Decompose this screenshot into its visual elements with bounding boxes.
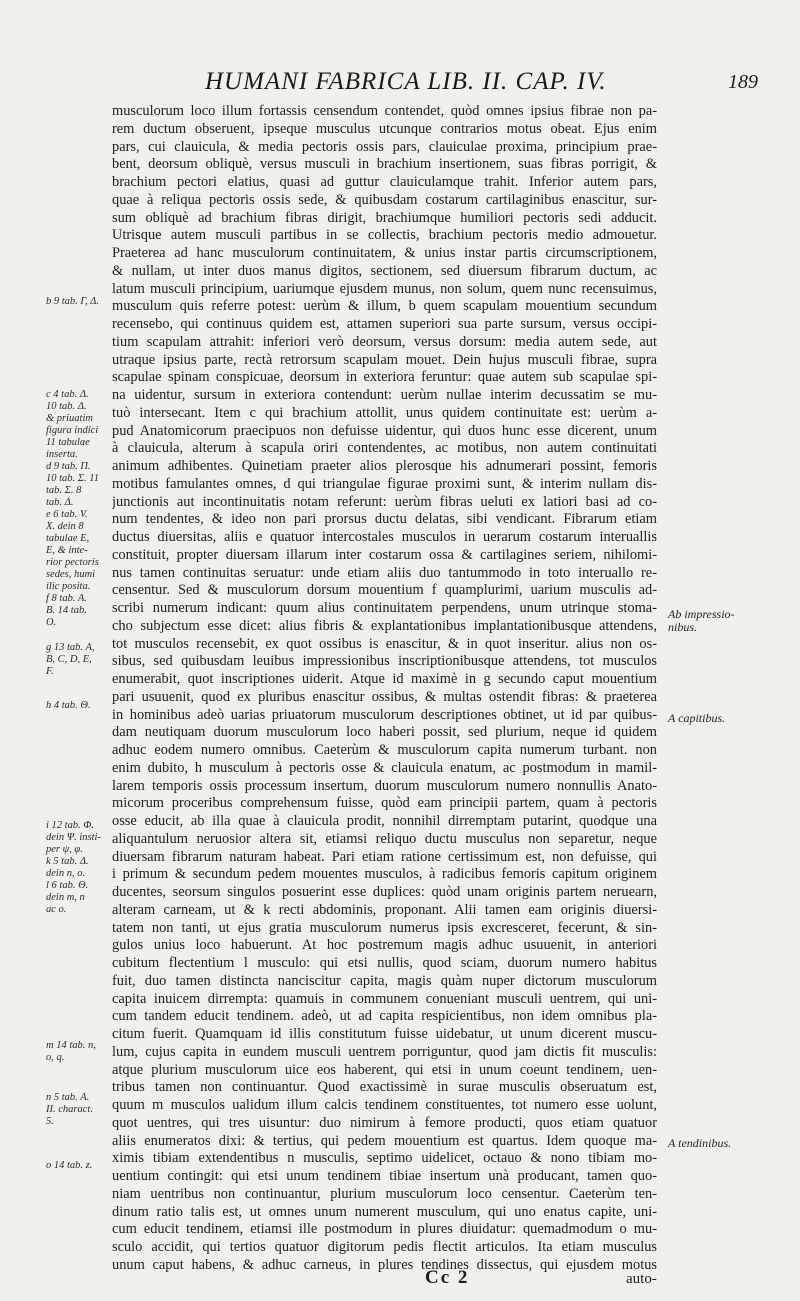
text-line: lum, cujus capita in eundem musculi uentrem porriguntur, quod jam dictis fit musculis: (112, 1043, 657, 1060)
text-line: atque plurium musculorum uice eos haberent, qui etsi in unum coeunt tendinem, uen- (112, 1061, 657, 1078)
text-line: scribi numerum indicant: quum alius continuitatem perpendens, unum utrinque stoma- (112, 600, 657, 616)
text-line: cho subjectum esse dicet: alius fibris & explantationibus implantationibusque attendens, (112, 617, 657, 634)
text-line: cum tandem educit tendinem. adeò, ut ad capita respicientibus, non idem omnibus pla- (112, 1008, 657, 1025)
text-line: latum musculi principium, uariumque ejusdem munus, non solum, quem nunc recensuimus, (112, 280, 657, 297)
margin-note-o: o 14 tab. z. (46, 1160, 93, 1171)
margin-note-c-f: c 4 tab. Δ. 10 tab. Δ. & priuatim figura indici 11 tabulae inserta. d 9 tab. Π. 10 tab. Σ. 11 tab. Σ. 8 tab. Δ. e 6 tab. V. X. dein 8 tabulae E, E, & inte- rior pectoris sedes, humi ilic posita. f 8 tab. A. B. 14 tab. O. (46, 389, 100, 628)
margin-note-b: b 9 tab. Γ, Δ. (46, 296, 99, 307)
text-line: pari usuuenit, quod ex pluribus enascitur ossibus, & multas ostendit fibras: & praeterea (112, 688, 657, 705)
margin-note-i-k: i 12 tab. Φ. dein Ψ. insti- per ψ, φ. k 5 tab. Δ. dein n, o. (46, 820, 101, 879)
text-line: Utrisque autem musculi partibus in se collectis, brachium pectoris medio admouetur. (112, 227, 657, 244)
text-line: tribus tamen non continuantur. Quod exactissimè in surae musculis obseruatum est, (112, 1079, 657, 1096)
text-line: larem temporis ossis processum insertum, duorum musculorum numero nonnullis Anato- (112, 777, 657, 794)
text-line: aliquantulum neruosior altera sit, etiamsi reliquo ductu musculus non separetur, neque (112, 830, 657, 847)
text-line: quae à reliqua pectoris ossis sede, & quibusdam costarum cartilaginibus enascitur, sur- (112, 191, 657, 208)
text-line: sibus, sed quibusdam leuibus impressionibus inscriptionibusque attendens, tot musculos (112, 653, 657, 670)
text-line: tuò intersecant. Item c qui brachium attollit, unus quidem continuitate est: uerùm a- (112, 404, 657, 421)
text-line: bent, deorsum obliquè, versus musculi in brachium insertionem, suas fibras porrigit, & (112, 156, 657, 173)
text-line: alteram carneam, ut & k recti abdominis, proponant. Alii tamen eam originis diuersi- (112, 901, 657, 918)
text-line: motibus famulantes omnes, d qui triangulae figurae proximi sunt, & interim nullam dis- (112, 475, 657, 492)
text-line: sum obliquè ad brachium fibras dirigit, brachiumque humiliori pectoris sedi adducit. (112, 209, 657, 226)
text-line: nus tamen continuitas seruatur: unde etiam aliis duo tantummodo in toto interuallo re- (112, 564, 657, 581)
text-line: & nullam, ut inter duos manus digitos, sectionem, sed diuersum fibrarum ductum, ac (112, 262, 657, 279)
text-line: dam neutiquam duorum musculorum loco haberi possit, sed plurium, neque id quidem (112, 724, 657, 741)
text-line: micorum proceribus comprehensum fuisse, quòd eam principii partem, quam à pectoris (112, 795, 657, 812)
text-line: quum m musculos ualidum illum calcis tendinem constituentes, tot numero esse uolunt, (112, 1097, 657, 1113)
text-line: na uidentur, sursum in exteriora contendunt: uerùm nullae interim decussatim se mu- (112, 387, 657, 403)
side-heading-heads: A capitibus. (668, 711, 726, 725)
text-line: à clauicula, alterum à scapula oriri contendentes, ac motibus, non autem continuitati (112, 440, 657, 457)
text-line: enumerabit, quot inscriptiones uiderit. Atque id maximè in g secundo caput mouentium (112, 671, 657, 687)
margin-note-l: l 6 tab. Θ. dein m, n ac o. (46, 880, 89, 915)
text-line: tot musculos recensebit, ex quot ossibus is enascitur, & in quot inseritur. alius non os- (112, 635, 657, 652)
text-line: osse educit, ab illa quae à clauicula prodit, nonnihil dirremptam putarint, quodque una (112, 813, 657, 829)
side-heading-impressions: Ab impressio- nibus. (668, 607, 735, 634)
text-line: enim dubito, h musculum à pectoris osse & clauicula enatum, ac postmodum in mamil- (112, 759, 657, 776)
text-line: ductus diuersitas, aliis e quatuor intercostales musculos in uerarum costarum interuallis (112, 529, 657, 545)
text-line: gulos unius loco habuerunt. At hoc postremum magis adhuc usuuenit, in anteriori (112, 937, 657, 954)
text-line: adhuc eodem numero omnibus. Caeterùm & musculorum capita numerum turbant. non (112, 742, 657, 758)
signature-mark: Cc 2 (425, 1267, 470, 1288)
margin-note-n: n 5 tab. A. II. charact. 5. (46, 1092, 93, 1127)
text-line: pud Anatomicorum praecipuos non defuisse uidentur, qui duos hunc esse dicerent, unum (112, 422, 657, 439)
body-text (112, 103, 657, 1275)
text-line: diuersam fibrarum naturam habeat. Pari etiam ratione certissimum est, non defuisse, qui (112, 848, 657, 865)
text-line: tium scapulam attrahit: inferiori verò deorsum, versus dorsum: media autem sede, aut (112, 333, 657, 350)
text-line: quot uentres, qui tres uisuntur: duo nimirum à femore producti, quos etiam quatuor (112, 1114, 657, 1131)
text-line: musculorum loco illum fortassis censendum contendet, quòd omnes ipsius fibrae non pa- (112, 103, 657, 119)
text-line: Praeterea ad hanc musculorum continuitatem, & unius instar partis circumscriptionem, (112, 245, 657, 261)
running-title: HUMANI FABRICA LIB. II. CAP. IV. (205, 68, 607, 95)
text-line: citum fuerit. Quamquam id illis constitutum fuisse uidebatur, ut unum dicerent muscu- (112, 1026, 657, 1042)
text-line: censentur. Sed & musculorum dorsum mouentium f quamplurimi, uarium musculis ad- (112, 582, 657, 599)
text-line: ducentes, seorsum singulos posuerint esse duplices: quòd unam originis partem neruearn, (112, 884, 657, 900)
text-line: scapulae spinam conspicuae, deorsum in exteriora feruntur: quae autem sub scapulae spi- (112, 369, 657, 386)
text-line: unum caput habens, & adhuc carneus, in plures tendines dissectus, qui ejusdem motus (112, 1256, 657, 1273)
text-line: fuit, duo tamen distincta nanciscitur capita, magis quàm nuper dictorum musculorum (112, 972, 657, 989)
text-line: num tendentes, & ideo non pari prorsus ductu delatas, sibi vendicant. Fibrarum etiam (112, 511, 657, 528)
text-line: capita inuicem dirrempta: quamuis in communem conueniant musculi uentrem, qui uni- (112, 990, 657, 1007)
text-line: cubitum flectentium l musculo: qui etsi nullis, quod sciam, duorum numero habitus (112, 955, 657, 971)
margin-note-m: m 14 tab. n, o, q. (46, 1040, 96, 1063)
text-line: sculo accidit, qui tertios quatuor digitorum pedis flectit articulos. Ita etiam musculus (112, 1239, 657, 1255)
text-line: in hominibus adeò uarias priuatorum musculorum descriptiones obtinet, ut id par quibus- (112, 706, 657, 723)
side-heading-tendons: A tendinibus. (668, 1136, 732, 1150)
text-line: niam uentribus non continuantur, plurium musculorum loco censentur. Caeterùm ten- (112, 1185, 657, 1202)
text-line: junctionis aut incontinuitatis notam referunt: uerùm fibras ueluti ex latiori basi ad co- (112, 493, 657, 510)
text-line: rem ductum obseruent, ipseque musculus utcunque contrarios motus obeat. Ejus enim (112, 120, 657, 137)
text-line: dinum ratio talis est, ut omnes unum numerent musculum, qui uno enatus capite, uni- (112, 1203, 657, 1220)
margin-note-g: g 13 tab. A, B, C, D, E, F. (46, 642, 95, 677)
margin-note-h: h 4 tab. Θ. (46, 700, 91, 711)
text-line: pars, cui clauicula, & media pectoris ossis pars, clauiculae proxima, principium prae- (112, 138, 657, 155)
text-line: uentium contingit: qui etsi unum tendinem tibiae insertum unà producant, tamen quo- (112, 1168, 657, 1184)
text-line: tatem non tanti, ut ejus gratia musculorum numerus ipsis excresceret, fecerunt, & sin- (112, 919, 657, 936)
text-line: cum educit tendinem, etiamsi ille postmodum in plures diuidatur: quemadmodum o mu- (112, 1221, 657, 1238)
text-line: ximis tibiam extendentibus n musculis, septimo uidelicet, octauo & nono tibiam mo- (112, 1150, 657, 1167)
text-line: constituit, propter diuersam illarum inter costarum ossa & cartilagines seriem, nihilomi- (112, 546, 657, 563)
text-line: i primum & secundum pedem mouentes musculos, à radicibus femoris capitum originem (112, 866, 657, 883)
page-number: 189 (728, 71, 758, 93)
text-line: brachium pectori elatius, quasi ad guttur clauiculamque trahit. Inferior autem pars, (112, 174, 657, 190)
text-line: musculum quis referre potest: uerùm & illum, b quem scapulam mouentium secundum (112, 298, 657, 315)
text-line: utraque ipsius parte, rectà retrorsum scapulam mouet. Dein hujus musculi fibrae, supra (112, 351, 657, 368)
text-line: aliis enumeratos dixi: & tertius, qui pedem mouentium est quartus. Idem quoque ma- (112, 1132, 657, 1149)
catchword: auto- (626, 1271, 657, 1287)
text-line: recensebo, qui continuus quidem est, attamen superiori sua parte sursum, versus occipi- (112, 316, 657, 332)
text-line: animum adhibentes. Quinetiam praeter alios plerosque his adnumerari possint, femoris (112, 458, 657, 474)
